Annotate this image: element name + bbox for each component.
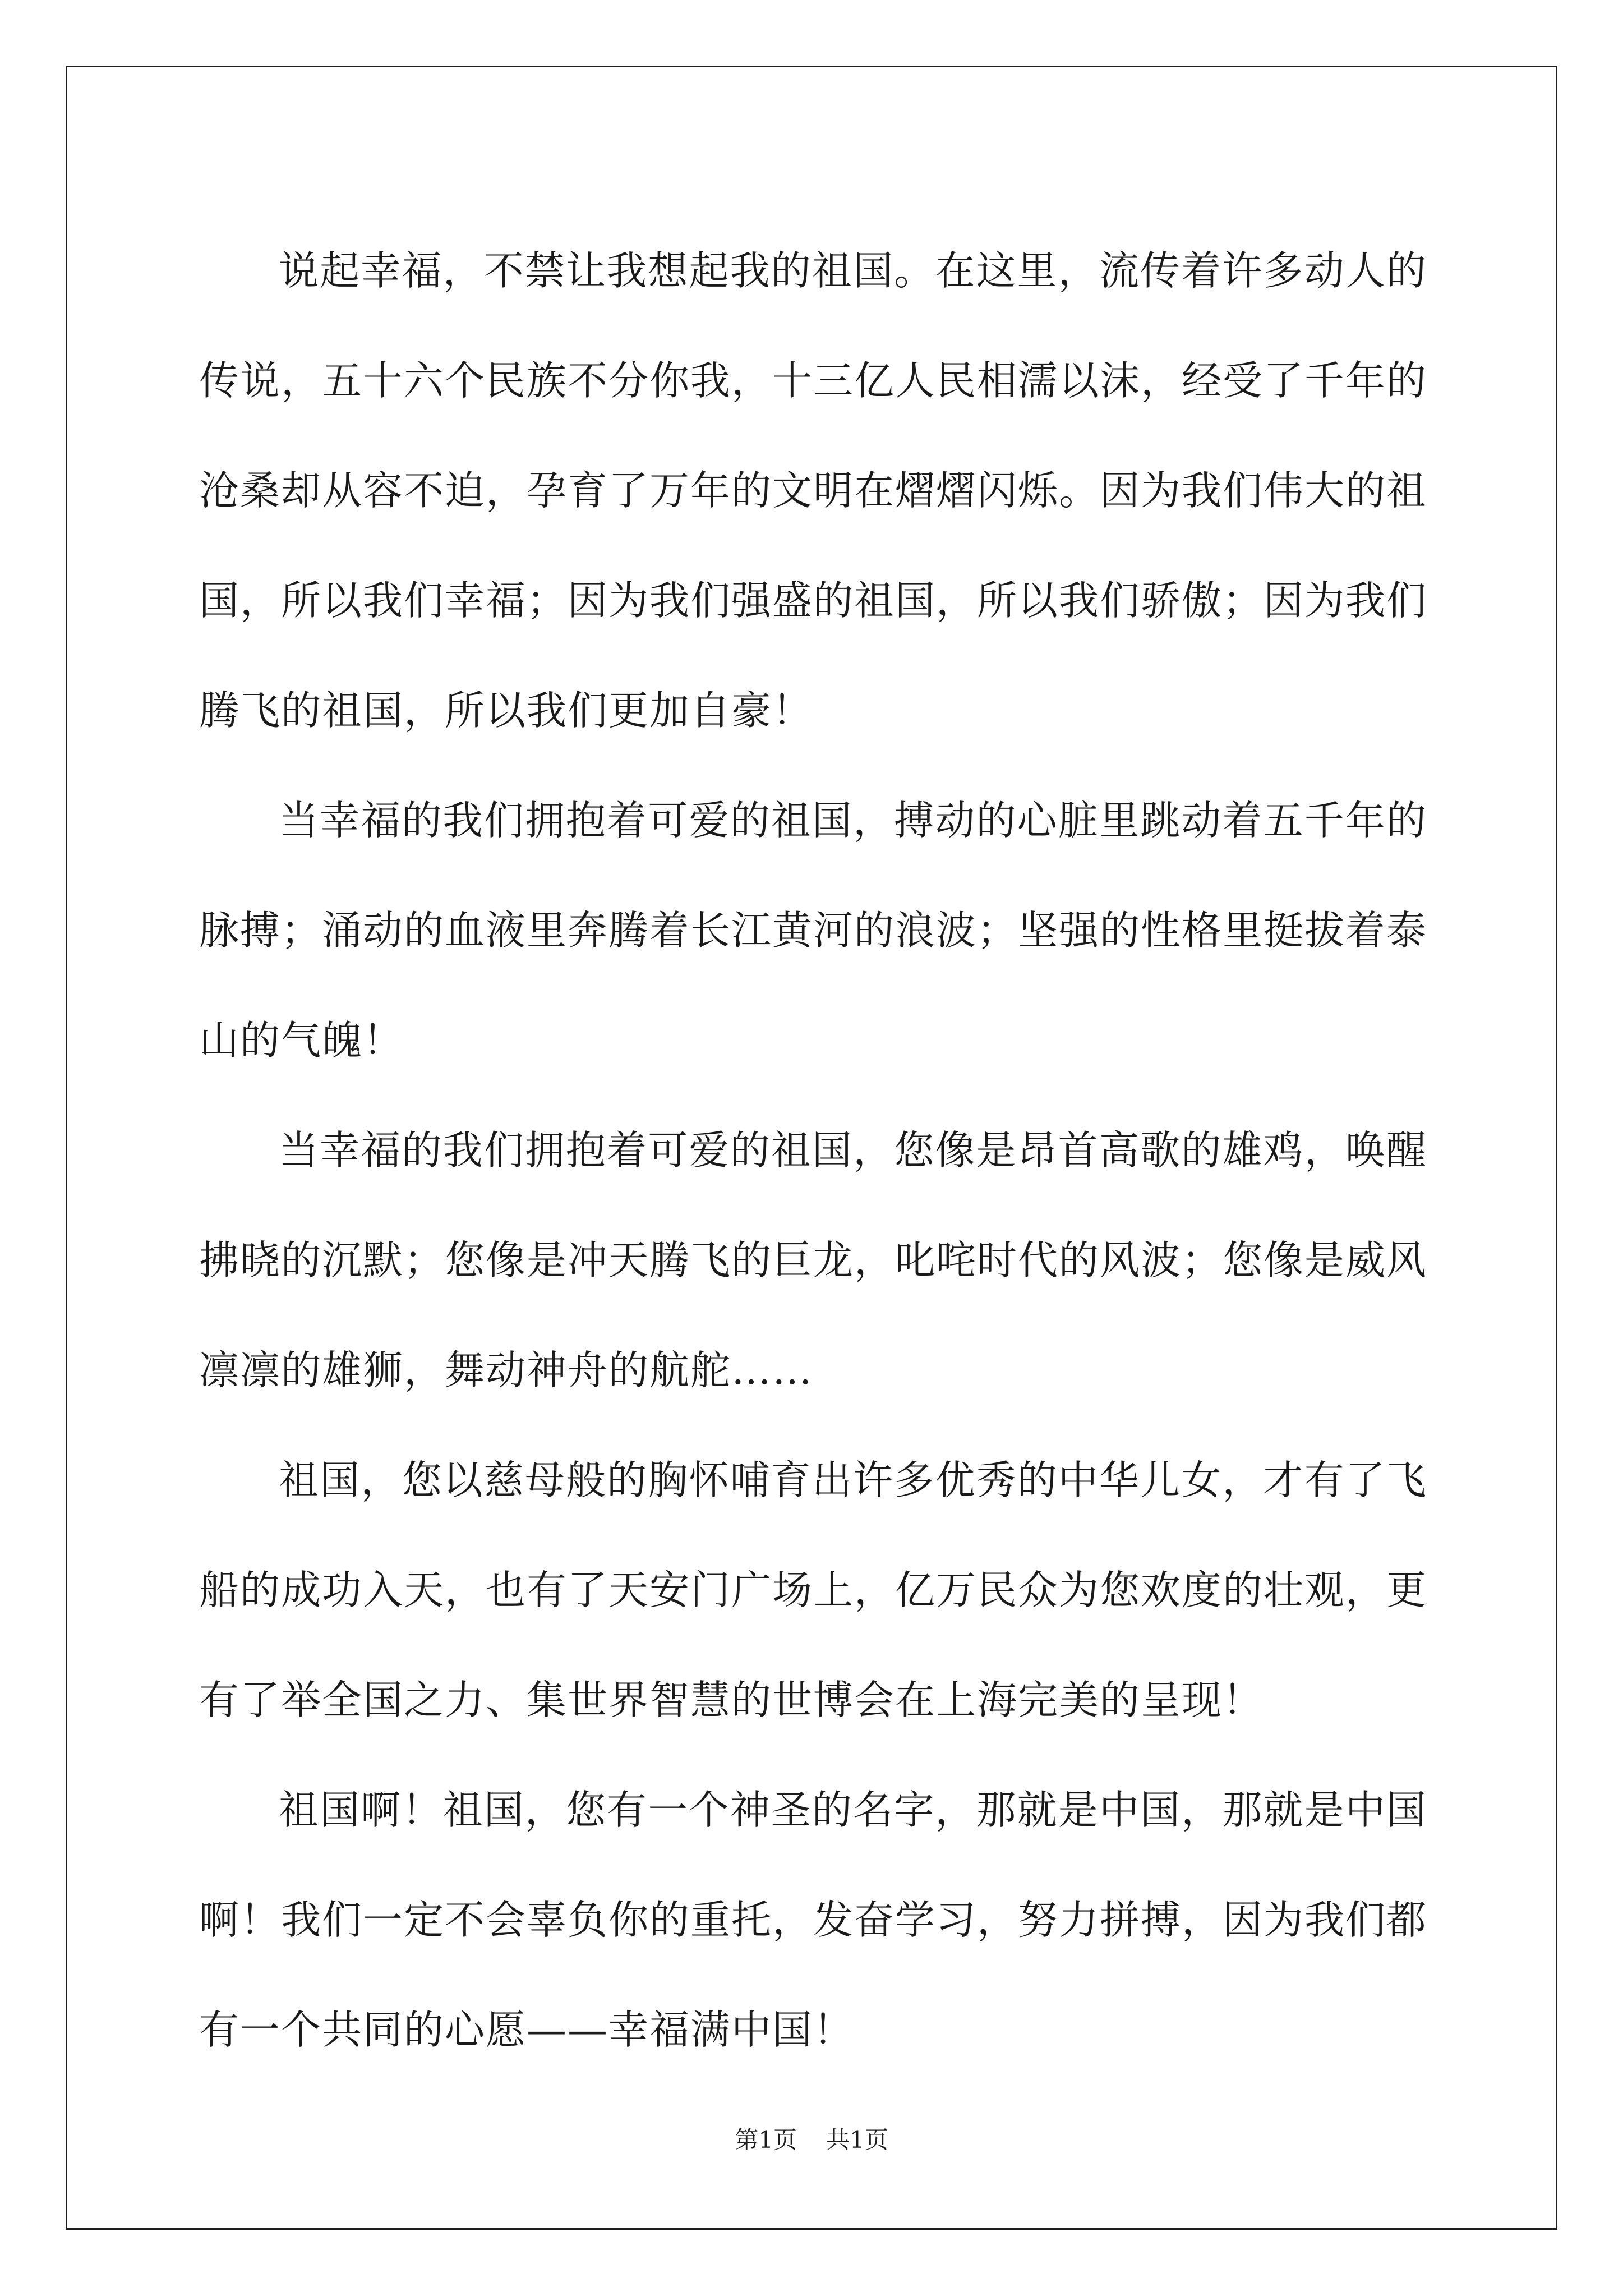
paragraph-2: 当幸福的我们拥抱着可爱的祖国，搏动的心脏里跳动着五千年的脉搏；涌动的血液里奔腾着长江黄河的浪波；坚强的性格里挺拔着泰山的气魄！ <box>199 797 1428 1064</box>
document-body <box>199 216 1427 2085</box>
paragraph-1: 说起幸福，不禁让我想起我的祖国。在这里，流传着许多动人的传说，五十六个民族不分你我，十三亿人民相濡以沫，经受了千年的沧桑却从容不迫，孕育了万年的文明在熠熠闪烁。因为我们伟大的祖国，所以我们幸福；因为我们强盛的祖国，所以我们骄傲；因为我们腾飞的祖国，所以我们更加自豪！ <box>199 247 1428 734</box>
page-number-total: 共1页 <box>826 2126 888 2154</box>
page-number-current: 第1页 <box>735 2126 797 2154</box>
page-footer <box>0 2123 1623 2157</box>
paragraph-5: 祖国啊！祖国，您有一个神圣的名字，那就是中国，那就是中国啊！我们一定不会辜负你的重托，发奋学习，努力拼搏，因为我们都有一个共同的心愿——幸福满中国！ <box>199 1787 1428 2053</box>
paragraph-4: 祖国，您以慈母般的胸怀哺育出许多优秀的中华儿女，才有了飞船的成功入天，也有了天安门广场上，亿万民众为您欢度的壮观，更有了举全国之力、集世界智慧的世博会在上海完美的呈现！ <box>199 1457 1428 1723</box>
paragraph-3: 当幸福的我们拥抱着可爱的祖国，您像是昂首高歌的雄鸡，唤醒拂晓的沉默；您像是冲天腾飞的巨龙，叱咤时代的风波；您像是威风凛凛的雄狮，舞动神舟的航舵…… <box>199 1127 1428 1393</box>
